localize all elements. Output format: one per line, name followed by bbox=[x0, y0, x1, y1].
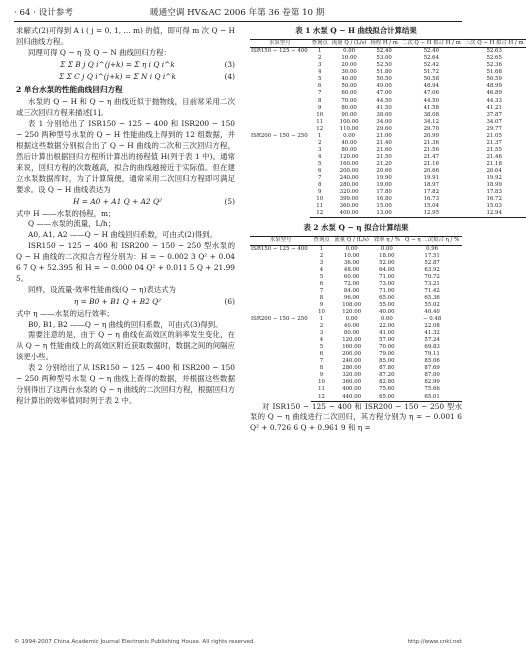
table-cell: 0.00 bbox=[345, 245, 358, 252]
table-cell: 80.00 bbox=[341, 104, 357, 111]
table-cell: 21.46 bbox=[486, 153, 502, 160]
table-cell: 21.56 bbox=[423, 146, 440, 153]
table-cell: 79.11 bbox=[424, 351, 440, 358]
table-cell: 29.77 bbox=[486, 125, 502, 132]
table-cell: 13.00 bbox=[368, 210, 400, 218]
table-cell: 57.24 bbox=[424, 337, 440, 344]
table-cell: 0.00 bbox=[380, 316, 393, 322]
column-header: 三次 Q − H 拟合 H / m bbox=[464, 39, 524, 46]
table-cell: 17.51 bbox=[424, 252, 440, 259]
table-cell: 21.60 bbox=[376, 146, 392, 153]
right-column bbox=[250, 26, 524, 434]
column-header: 流量 Q / (L/s) bbox=[331, 39, 367, 46]
table-cell: 19.90 bbox=[376, 175, 392, 182]
table-cell: 52.65 bbox=[486, 55, 502, 62]
table-cell: 8 bbox=[318, 97, 322, 104]
table-cell: 0.00 bbox=[345, 316, 358, 322]
equation-3 bbox=[16, 60, 235, 71]
paragraph: 表 2 分别给出了从 ISR150 − 125 − 400 和 ISR200 − 150 − 250 两种型号水泵 Q − η 曲线上查得的数据，并根据这些数据分别得出了这两台水泵的 Q − η 曲线的二次回归方程，根据回归方程计算出的效率值同时列于表 2 中。 bbox=[16, 363, 235, 405]
table-cell: 29.70 bbox=[423, 125, 440, 132]
table-cell: 52.40 bbox=[423, 48, 440, 55]
paragraph: ISR150 − 125 − 400 和 ISR200 − 150 − 250 型水泵的 Q − H 曲线的二次拟合方程分别为：H = − 0.002 3 Q² + 0.046 7 Q + 52.395 和 H = − 0.000 04 Q² + 0.011 5 Q + 21.995。 bbox=[16, 241, 235, 283]
table-cell: 60.00 bbox=[341, 90, 357, 97]
column-header: 查询点 bbox=[311, 237, 332, 245]
table-cell: 55.02 bbox=[424, 301, 440, 308]
table-cell: 21.00 bbox=[376, 132, 392, 139]
table-header-row bbox=[250, 39, 526, 47]
table-cell: 6 bbox=[319, 280, 324, 287]
equation-number: (4) bbox=[224, 71, 235, 81]
table-cell: 21.20 bbox=[376, 160, 392, 167]
table-cell: 21.55 bbox=[486, 146, 502, 153]
table-cell: 72.00 bbox=[343, 280, 360, 287]
pump-model-cell: ISR200 − 150 − 250 bbox=[251, 316, 308, 322]
table-cell: 8 bbox=[318, 182, 322, 189]
table-row bbox=[250, 316, 462, 323]
table-cell: 5 bbox=[318, 160, 322, 167]
table-cell: 41.32 bbox=[424, 330, 440, 337]
table-cell: 12 bbox=[311, 394, 332, 402]
paragraph: 对 ISR150 − 125 − 400 和 ISR200 − 150 − 250 型水泵的 Q − η 曲线进行二次回归，其方程分别为 η = − 0.001 6 Q² + 0.726 6 Q + 0.961 9 和 η = bbox=[250, 401, 462, 433]
table-cell: 52.36 bbox=[486, 62, 502, 69]
table-cell: 200.00 bbox=[342, 351, 362, 358]
equation-number: (5) bbox=[224, 196, 235, 206]
table-cell: 49.00 bbox=[376, 83, 392, 90]
column-header: 扬程 H / m bbox=[370, 39, 398, 46]
table-cell: 38.08 bbox=[423, 111, 440, 118]
table-cell: 7 bbox=[318, 90, 322, 97]
symbol-definition: A0, A1, A2 ——Q − H 曲线回归系数，可由式(2)得到。 bbox=[28, 230, 217, 240]
table-cell: 48.00 bbox=[343, 266, 360, 273]
table-cell: − 0.48 bbox=[423, 316, 442, 322]
table-cell: 41.21 bbox=[486, 104, 502, 111]
table-cell: 20.99 bbox=[423, 132, 440, 139]
table-cell: 20.60 bbox=[376, 168, 392, 174]
table-cell: 51.72 bbox=[423, 69, 440, 76]
table-cell: 120.00 bbox=[342, 337, 362, 344]
table-cell: 82.99 bbox=[424, 379, 440, 386]
table-cell: 22.00 bbox=[379, 323, 395, 330]
copyright-footer bbox=[14, 639, 462, 649]
table-cell: 3 bbox=[319, 259, 324, 266]
table-cell: 12 bbox=[316, 125, 324, 132]
paragraph: 同样，设流量-效率性能曲线(Q − η)表达式为 bbox=[28, 284, 176, 294]
table-cell: 36.00 bbox=[343, 259, 360, 266]
table-1-body bbox=[250, 48, 526, 218]
paragraph: 求解式(2)可得到 A i ( j = 0, 1, ... m) 的值，即可得 m 次 Q − H 回归曲线方程。 bbox=[16, 26, 235, 46]
table-cell: 0.00 bbox=[343, 132, 356, 139]
table-cell: 21.05 bbox=[486, 132, 502, 139]
table-1-caption: 表 1 水泵 Q − H 曲线拟合计算结果 bbox=[295, 26, 417, 35]
table-cell: 65.00 bbox=[379, 294, 395, 301]
table-cell: 60.00 bbox=[343, 273, 360, 280]
symbol-definition: B0, B1, B2 ——Q − η 曲线的回归系数，可由式(3)得到。 bbox=[28, 319, 223, 329]
table-cell: 1 bbox=[318, 48, 322, 55]
table-cell: 2 bbox=[318, 55, 322, 62]
table-cell: 7 bbox=[319, 358, 324, 365]
table-cell: 52.40 bbox=[376, 48, 392, 55]
table-cell: 47.00 bbox=[376, 90, 392, 97]
table-cell: 320.00 bbox=[339, 189, 359, 196]
table-cell: 12.95 bbox=[400, 210, 463, 218]
table-cell: 160.00 bbox=[342, 344, 362, 351]
table-cell: 50.50 bbox=[376, 76, 392, 83]
table-cell: 440.00 bbox=[332, 394, 372, 402]
table-cell: 87.00 bbox=[424, 372, 440, 379]
table-cell: 10.00 bbox=[343, 252, 360, 259]
table-cell: 10.00 bbox=[341, 55, 357, 62]
table-cell: 2 bbox=[318, 139, 322, 146]
table-cell: 11 bbox=[318, 386, 325, 393]
table-cell: 1 bbox=[318, 132, 322, 139]
column-header: 水泵型号 bbox=[250, 237, 311, 245]
equation-number: (3) bbox=[224, 59, 235, 69]
table-cell: 360.00 bbox=[342, 379, 362, 386]
pump-model-cell: ISR150 − 125 − 400 bbox=[251, 245, 308, 252]
table-cell: 87.69 bbox=[424, 365, 440, 372]
table-cell: 18.97 bbox=[423, 182, 440, 189]
table-cell: 400.00 bbox=[330, 210, 369, 218]
table-cell: 11 bbox=[316, 203, 324, 210]
table-cell: 52.00 bbox=[379, 259, 395, 266]
table-cell: 280.00 bbox=[339, 182, 359, 189]
equation-formula: Σ Σ C j Q i^(j+k) = Σ N i Q i^k bbox=[59, 71, 176, 81]
table-cell: 65.00 bbox=[371, 394, 402, 402]
section-heading: 2 单台水泵的性能曲线回归方程 bbox=[16, 84, 123, 94]
table-2 bbox=[250, 236, 462, 401]
column-header: 水泵型号 bbox=[250, 39, 310, 47]
column-header: 流量 Q / (L/s) bbox=[332, 237, 372, 245]
table-cell: 70.72 bbox=[424, 273, 440, 280]
table-cell: 399.00 bbox=[339, 196, 359, 203]
table-cell: 4 bbox=[318, 69, 322, 76]
table-cell: 87.20 bbox=[379, 372, 395, 379]
symbol-definition: 式中 H ——水泵的扬程，m； bbox=[16, 208, 116, 218]
table-cell: 9 bbox=[318, 104, 322, 111]
table-cell: 85.00 bbox=[379, 358, 395, 365]
symbol-definition: 式中 η ——水泵的运行效率； bbox=[16, 308, 114, 318]
table-cell: 30.00 bbox=[341, 69, 357, 76]
table-cell: 17.80 bbox=[376, 189, 392, 196]
table-cell: 21.37 bbox=[486, 139, 502, 146]
table-cell: 53.00 bbox=[376, 55, 392, 62]
table-cell: 84.00 bbox=[343, 287, 360, 294]
table-cell: 7 bbox=[319, 287, 324, 294]
table-2-caption: 表 2 水泵 Q − η 拟合计算结果 bbox=[303, 223, 409, 233]
table-cell: 12.94 bbox=[463, 210, 526, 218]
table-cell: 10 bbox=[318, 379, 325, 386]
table-cell: 0.96 bbox=[426, 245, 439, 252]
table-cell: 120.00 bbox=[339, 153, 359, 160]
table-cell: 52.64 bbox=[423, 55, 440, 62]
table-cell: 52.87 bbox=[424, 259, 440, 266]
table-cell: 19.91 bbox=[423, 175, 440, 182]
equation-number: (6) bbox=[224, 296, 235, 306]
table-row bbox=[250, 245, 462, 253]
table-cell: 34.12 bbox=[423, 118, 440, 125]
table-cell: 18.99 bbox=[486, 182, 502, 189]
table-cell: 16.80 bbox=[376, 196, 392, 203]
table-cell: 6 bbox=[318, 168, 322, 174]
table-cell: 16.73 bbox=[423, 196, 440, 203]
table-cell: 40.40 bbox=[424, 308, 440, 315]
table-cell: 75.66 bbox=[424, 386, 440, 393]
table-cell: 3 bbox=[319, 330, 324, 337]
table-cell: 19.00 bbox=[376, 182, 392, 189]
table-cell: 37.87 bbox=[486, 111, 502, 118]
table-cell: 29.60 bbox=[376, 125, 392, 132]
table-cell: 80.00 bbox=[343, 330, 360, 337]
table-cell: 400.00 bbox=[342, 386, 362, 393]
table-cell: 38.00 bbox=[376, 111, 392, 118]
table-cell: 1 bbox=[319, 316, 324, 322]
table-2-body bbox=[250, 245, 462, 401]
table-cell: 8 bbox=[319, 294, 324, 301]
table-cell: 63.92 bbox=[424, 266, 440, 273]
pump-model-cell: ISR150 − 125 − 400 bbox=[251, 48, 308, 55]
table-cell: 110.00 bbox=[339, 125, 359, 132]
table-cell: 47.06 bbox=[423, 90, 440, 97]
table-cell: 7 bbox=[318, 175, 322, 182]
table-cell: 71.42 bbox=[424, 287, 440, 294]
table-cell: 2 bbox=[319, 323, 324, 330]
table-cell: 51.80 bbox=[376, 69, 392, 76]
table-cell: 10 bbox=[316, 111, 324, 118]
table-cell: 34.00 bbox=[376, 118, 392, 125]
table-cell: 10 bbox=[318, 308, 325, 315]
table-cell: 40.00 bbox=[343, 323, 360, 330]
table-cell: 70.00 bbox=[341, 97, 357, 104]
table-cell: 17.83 bbox=[486, 189, 502, 196]
table-cell: 20.66 bbox=[423, 168, 440, 174]
equation-formula: Σ Σ B j Q i^(j+k) = Σ η i Q i^k bbox=[60, 59, 175, 69]
table-cell: 79.00 bbox=[379, 351, 395, 358]
table-cell: 9 bbox=[318, 189, 322, 196]
table-cell: 108.00 bbox=[342, 301, 362, 308]
table-cell: 50.00 bbox=[341, 83, 357, 90]
paragraph: 表 1 分别给出了 ISR150 − 125 − 400 和 ISR200 − 150 − 250 两种型号水泵的 Q − H 性能曲线上得到的 12 组数据，并根据这些数据分别拟合出了 Q − H 曲线的二次和三次回归方程，然后计算出根据回归方程所计算出的扬程值 H(列于表 1 中)。通常来说，回归方程的次数越高，拟合的曲线越接近于实际值。但在建立水泵数据库时，为了计算简便，通常采用二次回归方程即可满足要求。设 Q − H 曲线表达为 bbox=[16, 119, 235, 194]
table-cell: 21.50 bbox=[376, 153, 392, 160]
footer-link[interactable]: http://www.cnki.net bbox=[407, 639, 462, 645]
table-cell: 57.00 bbox=[379, 337, 395, 344]
table-cell: 20.64 bbox=[486, 168, 502, 174]
table-cell: 41.00 bbox=[379, 330, 395, 337]
table-cell: 3 bbox=[318, 146, 322, 153]
table-cell: 1 bbox=[319, 245, 324, 252]
table-cell: 52.50 bbox=[376, 62, 392, 69]
paragraph: 同理可得 Q − η 及 Q − N 曲线回归方程： bbox=[28, 47, 171, 57]
table-cell: 5 bbox=[318, 76, 322, 83]
table-cell: 48.99 bbox=[486, 83, 502, 90]
table-cell: 15.00 bbox=[376, 203, 392, 210]
table-cell: 9 bbox=[319, 372, 324, 379]
table-cell: 10 bbox=[316, 196, 324, 203]
table-cell: 2 bbox=[319, 252, 324, 259]
table-cell: 20.00 bbox=[341, 62, 357, 69]
table-cell: 6 bbox=[318, 83, 322, 90]
table-cell: 96.00 bbox=[343, 294, 360, 301]
table-cell: 15.03 bbox=[486, 203, 502, 210]
table-cell: 17.82 bbox=[423, 189, 440, 196]
column-header: 二次 Q − H 拟合 H / m bbox=[401, 39, 461, 46]
table-cell: 21.16 bbox=[423, 160, 440, 167]
table-cell: 71.00 bbox=[379, 287, 395, 294]
table-cell: 44.50 bbox=[376, 97, 392, 104]
table-cell: 75.60 bbox=[379, 386, 395, 393]
table-cell: 52.63 bbox=[486, 48, 502, 55]
equation-6 bbox=[16, 297, 235, 308]
column-header: 效率 η / % bbox=[371, 237, 402, 245]
table-cell: 21.47 bbox=[423, 153, 440, 160]
column-header: 查询点 bbox=[311, 39, 328, 46]
left-column bbox=[16, 26, 235, 407]
table-cell: 0.00 bbox=[343, 48, 356, 55]
table-cell: 200.00 bbox=[339, 168, 359, 174]
table-cell: 4 bbox=[318, 153, 322, 160]
table-cell: 12 bbox=[310, 210, 330, 218]
table-cell: 80.00 bbox=[341, 146, 357, 153]
table-cell: 19.92 bbox=[486, 175, 502, 182]
table-cell: 4 bbox=[319, 266, 324, 273]
paragraph: 需要注意的是，由于 Q − η 曲线在高效区的斜率发生变化，在从 Q − η 性能曲线上的高效区附近获取数据时，数据之间的间隔应该更小些。 bbox=[16, 330, 235, 362]
table-cell: 320.00 bbox=[342, 372, 362, 379]
page-header bbox=[14, 6, 462, 20]
table-cell: 87.80 bbox=[379, 365, 395, 372]
table-cell: 11 bbox=[316, 118, 324, 125]
table-cell: 65.01 bbox=[402, 394, 462, 402]
table-cell: 50.59 bbox=[486, 76, 502, 83]
table-cell: 4 bbox=[319, 337, 324, 344]
paragraph: 水泵的 Q − H 和 Q − η 曲线近似于抛物线，目前常采用二次或三次回归方程来描述[1]。 bbox=[16, 97, 235, 118]
table-cell: 240.00 bbox=[342, 358, 362, 365]
table-cell: 18.00 bbox=[379, 252, 395, 259]
table-cell: 280.00 bbox=[342, 365, 362, 372]
column-header: Q − η 二次拟合 η / % bbox=[402, 237, 462, 245]
header-rule bbox=[14, 21, 462, 22]
table-cell: 55.00 bbox=[379, 301, 395, 308]
table-cell: 3 bbox=[318, 62, 322, 69]
equation-5 bbox=[16, 197, 235, 208]
equation-formula: η = B0 + B1 Q + B2 Q² bbox=[73, 296, 162, 306]
table-cell: 360.00 bbox=[339, 203, 359, 210]
table-cell: 34.07 bbox=[486, 118, 502, 125]
table-cell: 5 bbox=[319, 273, 324, 280]
table-cell: 21.40 bbox=[376, 139, 392, 146]
pump-model-cell: ISR200 − 150 − 250 bbox=[251, 132, 308, 139]
table-cell: 44.33 bbox=[486, 97, 502, 104]
table-cell: 90.00 bbox=[341, 111, 357, 118]
table-cell: 21.18 bbox=[486, 160, 502, 167]
table-cell: 15.04 bbox=[423, 203, 440, 210]
table-cell: 52.42 bbox=[423, 62, 440, 69]
table-cell: 0.00 bbox=[380, 245, 393, 252]
table-cell: 73.00 bbox=[379, 280, 395, 287]
journal-title: 暖通空调 HV&AC 2006 年第 36 卷第 10 期 bbox=[150, 8, 325, 18]
table-row bbox=[250, 133, 526, 140]
table-cell: 65.36 bbox=[424, 294, 440, 301]
table-cell: 8 bbox=[319, 365, 324, 372]
table-cell: 51.68 bbox=[486, 69, 502, 76]
table-cell: 69.83 bbox=[424, 344, 440, 351]
table-cell: 9 bbox=[319, 301, 324, 308]
copyright-notice: © 1994-2007 China Academic Journal Electronic Publishing House. All rights reserved. bbox=[14, 639, 256, 645]
table-cell: 41.58 bbox=[423, 104, 440, 111]
equation-4 bbox=[16, 72, 235, 83]
table-cell: 41.50 bbox=[376, 104, 392, 111]
page-label: · 64 · 设计参考 bbox=[14, 8, 73, 18]
table-cell: 64.00 bbox=[379, 266, 395, 273]
table-cell: 100.00 bbox=[339, 118, 359, 125]
table-cell: 160.00 bbox=[339, 160, 359, 167]
table-cell: 5 bbox=[319, 344, 324, 351]
table-cell: 16.72 bbox=[486, 196, 502, 203]
table-cell: 40.00 bbox=[379, 308, 395, 315]
table-cell: 48.94 bbox=[423, 83, 440, 90]
table-cell: 21.36 bbox=[423, 139, 440, 146]
table-cell: 70.00 bbox=[379, 344, 395, 351]
table-cell: 73.21 bbox=[424, 280, 440, 287]
table-header-row bbox=[250, 237, 462, 245]
symbol-definition: Q ——水泵的流量，L/h； bbox=[28, 219, 116, 229]
table-1 bbox=[250, 39, 526, 218]
table-cell: 6 bbox=[319, 351, 324, 358]
table-cell: 46.89 bbox=[486, 90, 502, 97]
table-cell: 44.50 bbox=[423, 97, 440, 104]
table-cell: 85.06 bbox=[424, 358, 440, 365]
table-cell: 120.00 bbox=[342, 308, 362, 315]
table-cell: 82.80 bbox=[379, 379, 395, 386]
table-cell: 50.58 bbox=[423, 76, 440, 83]
table-cell: 40.00 bbox=[341, 76, 357, 83]
table-cell: 22.08 bbox=[424, 323, 440, 330]
table-cell: 240.00 bbox=[339, 175, 359, 182]
table-cell: 40.00 bbox=[341, 139, 357, 146]
table-row bbox=[250, 48, 526, 56]
table-cell: 71.00 bbox=[379, 273, 395, 280]
equation-formula: H = A0 + A1 Q + A2 Q² bbox=[72, 196, 163, 206]
